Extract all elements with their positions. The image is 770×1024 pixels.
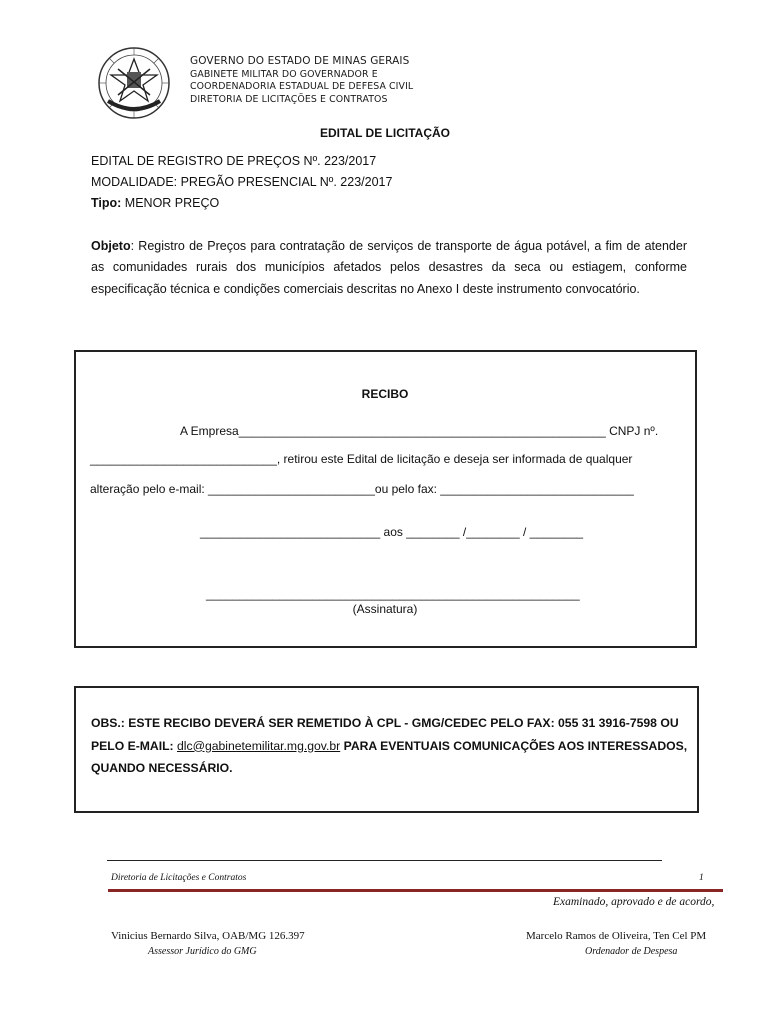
header-line-governo: GOVERNO DO ESTADO DE MINAS GERAIS (190, 55, 410, 67)
tipo-line (91, 196, 219, 210)
header-line-coordenadoria: COORDENADORIA ESTADUAL DE DEFESA CIVIL (190, 81, 414, 92)
document-title: EDITAL DE LICITAÇÃO (320, 126, 450, 140)
recibo-email-fax-line: alteração pelo e-mail: _________________________ou pelo fax: _____________________________ (90, 482, 634, 496)
footer-department: Diretoria de Licitações e Contratos (111, 873, 247, 883)
approval-text: Examinado, aprovado e de acordo, (553, 896, 715, 908)
signature-line: ________________________________________________________ (206, 587, 580, 601)
tipo-label: Tipo: (91, 196, 122, 210)
header-line-gabinete: GABINETE MILITAR DO GOVERNADOR E (190, 69, 378, 80)
obs-email-link[interactable]: dlc@gabinetemilitar.mg.gov.br (177, 738, 341, 753)
signer2-role: Ordenador de Despesa (585, 946, 678, 957)
header-line-diretoria: DIRETORIA DE LICITAÇÕES E CONTRATOS (190, 94, 388, 105)
footer-rule (107, 860, 662, 861)
signature-label: (Assinatura) (352, 602, 418, 616)
recibo-date-line: ___________________________ aos ________ /________ / ________ (200, 525, 584, 539)
obs-text (91, 712, 691, 780)
recibo-retirou-line: ____________________________, retirou este Edital de licitação e deseja ser informada de qualquer (90, 452, 633, 466)
obs-part1: OBS.: ESTE RECIBO DEVERÁ SER REMETIDO À CPL - GMG/CEDEC PELO FAX: 055 31 3916-7598 OU PELO E-MAIL: (91, 716, 679, 753)
edital-registro: EDITAL DE REGISTRO DE PREÇOS Nº. 223/2017 (91, 154, 377, 168)
footer-divider (108, 889, 723, 892)
objeto-text: : Registro de Preços para contratação de serviços de transporte de água potável, a fim de atender as comunidades rurais dos municípios afetados pelos desastres da seca ou estiagem, conforme especificação técnica e condições comerciais descritas no Anexo I deste instrumento convocatório. (91, 239, 687, 296)
tipo-value: MENOR PREÇO (121, 196, 220, 210)
modalidade: MODALIDADE: PREGÃO PRESENCIAL Nº. 223/2017 (91, 175, 393, 189)
footer-page-number: 1 (699, 873, 704, 883)
recibo-title: RECIBO (361, 387, 409, 401)
signer1-name: Vinicius Bernardo Silva, OAB/MG 126.397 (111, 930, 305, 942)
recibo-empresa-line: A Empresa_______________________________________________________ CNPJ nº. (180, 424, 659, 438)
objeto-paragraph (91, 236, 687, 300)
signer2-name: Marcelo Ramos de Oliveira, Ten Cel PM (526, 930, 707, 942)
objeto-label: Objeto (91, 239, 131, 253)
signer1-role: Assessor Jurídico do GMG (148, 946, 257, 957)
coat-of-arms-seal-icon (96, 45, 172, 121)
obs-part2: PARA EVENTUAIS COMUNICAÇÕES AOS INTERESSADOS, QUANDO NECESSÁRIO. (91, 738, 688, 775)
